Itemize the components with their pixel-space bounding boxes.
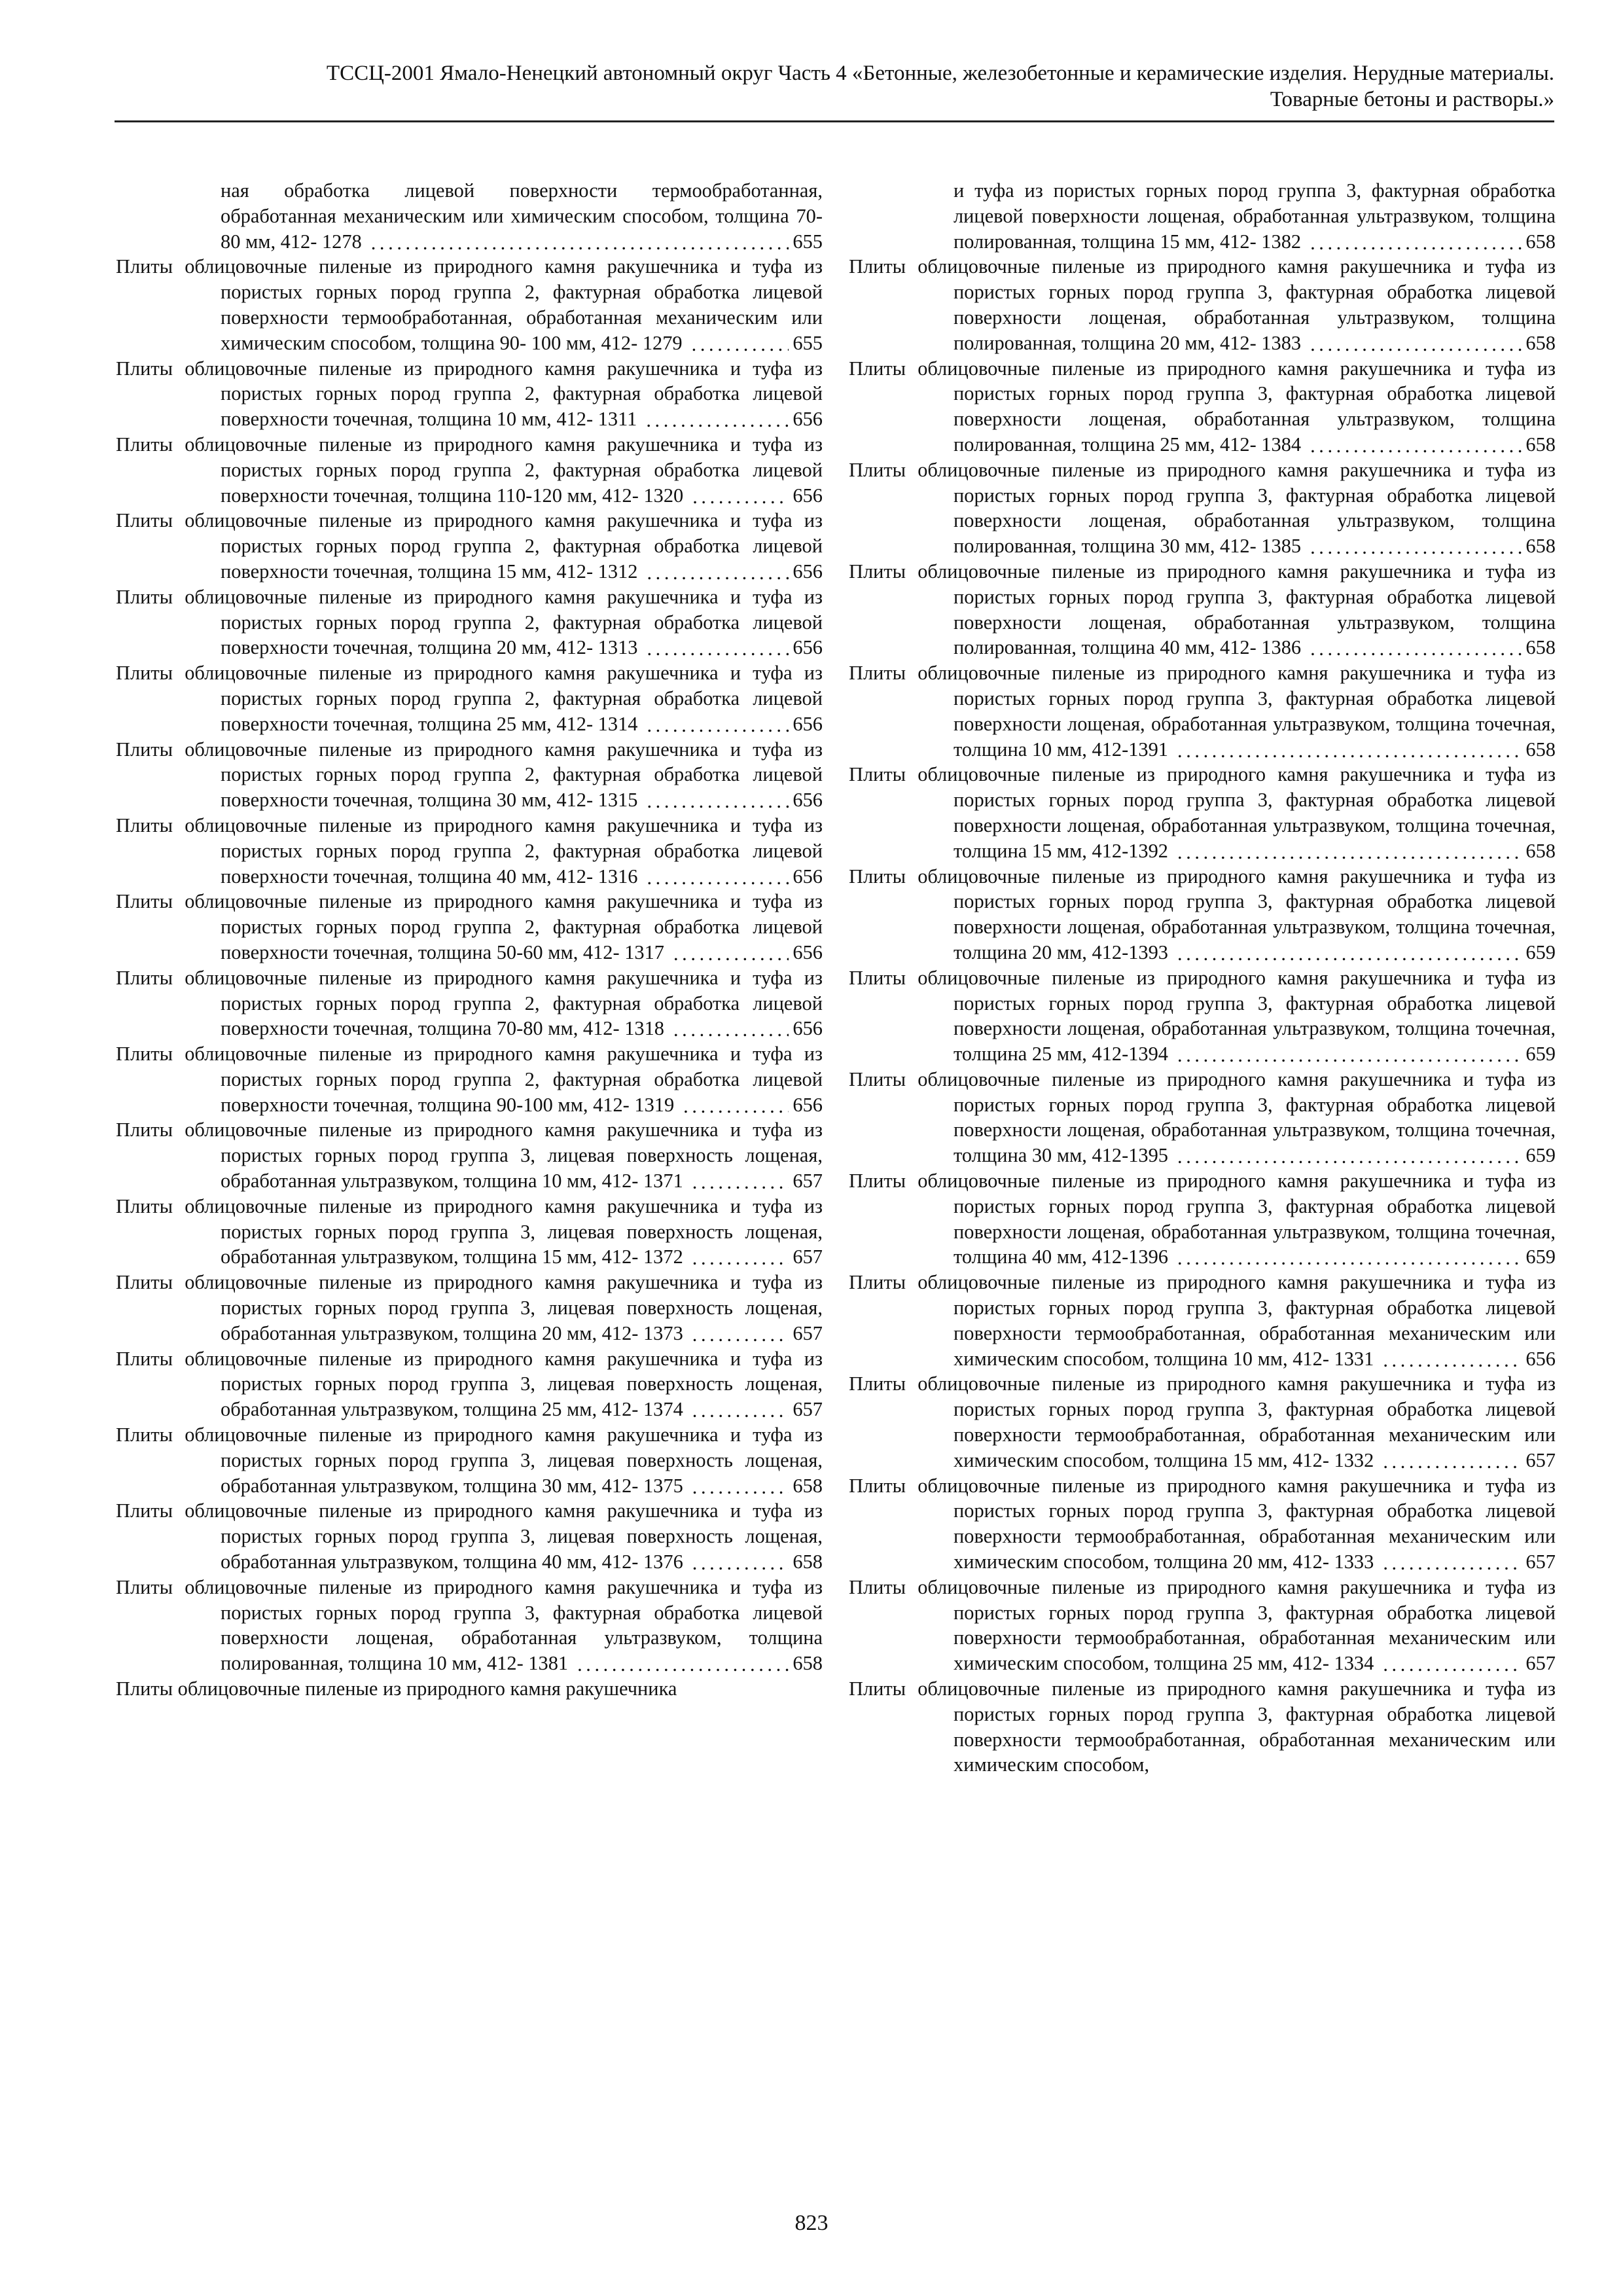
index-entry xyxy=(116,1346,823,1422)
index-entry-text: Плиты облицовочные пиленые из природного камня ракушечника и туфа из пористых горных пород группа 2, фактурная обработка лицевой поверхности точечная, толщина 110-120 мм, 412- 1320 xyxy=(116,433,823,507)
index-column-left xyxy=(116,178,823,1702)
index-entry-page-ref: 658 xyxy=(1522,838,1556,864)
index-entry-text: Плиты облицовочные пиленые из природного камня ракушечника и туфа из пористых горных пород группа 3, фактурная обработка лицевой поверхности лощеная, обработанная ультразвуком, толщина полированная, толщина 20 мм, 412- 1383 xyxy=(849,255,1556,354)
index-entry-page-ref: 658 xyxy=(1522,432,1556,457)
index-entry xyxy=(849,762,1556,863)
index-entry-text: ная обработка лицевой поверхности термообработанная, обработанная механическим или химическим способом, толщина 70- 80 мм, 412- 1278 xyxy=(221,179,823,253)
index-entry-page-ref: 656 xyxy=(789,787,823,813)
index-entry-page-ref: 656 xyxy=(789,1092,823,1118)
index-entry-page-ref: 659 xyxy=(1522,1244,1556,1270)
index-entry-text: Плиты облицовочные пиленые из природного камня ракушечника и туфа из пористых горных пород группа 3, фактурная обработка лицевой поверхности термообработанная, обработанная механическим или химическим способом, толщина 25 мм, 412- 1334 xyxy=(849,1575,1556,1675)
index-entry xyxy=(116,889,823,965)
index-entry xyxy=(849,1676,1556,1778)
index-entry xyxy=(116,1194,823,1270)
index-column-right xyxy=(849,178,1556,1778)
header-rule xyxy=(115,120,1554,122)
index-entry-text: Плиты облицовочные пиленые из природного камня ракушечника и туфа из пористых горных пород группа 3, фактурная обработка лицевой поверхности термообработанная, обработанная механическим или химическим способом, толщина 20 мм, 412- 1333 xyxy=(849,1474,1556,1573)
index-entry-page-ref: 656 xyxy=(789,711,823,737)
index-entry-page-ref: 657 xyxy=(1522,1549,1556,1575)
index-entry xyxy=(116,432,823,508)
index-entry xyxy=(116,1575,823,1676)
index-entry-page-ref: 657 xyxy=(1522,1651,1556,1676)
index-entry-text: Плиты облицовочные пиленые из природного камня ракушечника и туфа из пористых горных пород группа 2, фактурная обработка лицевой поверхности точечная, толщина 10 мм, 412- 1311 xyxy=(116,357,823,431)
index-entry-text: Плиты облицовочные пиленые из природного камня ракушечника и туфа из пористых горных пород группа 2, фактурная обработка лицевой поверхности точечная, толщина 20 мм, 412- 1313 xyxy=(116,585,823,659)
index-entry xyxy=(849,660,1556,762)
index-entry-page-ref: 655 xyxy=(789,229,823,255)
index-entry xyxy=(849,1371,1556,1473)
index-entry-text: Плиты облицовочные пиленые из природного камня ракушечника и туфа из пористых горных пород группа 3, лицевая поверхность лощеная, обработанная ультразвуком, толщина 30 мм, 412- 1375 xyxy=(116,1424,823,1497)
index-entry-page-ref: 658 xyxy=(789,1549,823,1575)
index-entry-page-ref: 656 xyxy=(789,635,823,660)
index-entry-text: Плиты облицовочные пиленые из природного камня ракушечника и туфа из пористых горных пород группа 2, фактурная обработка лицевой поверхности точечная, толщина 25 мм, 412- 1314 xyxy=(116,662,823,735)
index-entry-page-ref: 658 xyxy=(1522,533,1556,559)
index-entry xyxy=(849,864,1556,965)
index-entry-page-ref: 657 xyxy=(789,1244,823,1270)
index-entry xyxy=(849,1270,1556,1371)
index-entry-page-ref: 656 xyxy=(1522,1346,1556,1372)
index-entry xyxy=(116,1422,823,1498)
index-entry-text: Плиты облицовочные пиленые из природного камня ракушечника и туфа из пористых горных пород группа 3, лицевая поверхность лощеная, обработанная ультразвуком, толщина 25 мм, 412- 1374 xyxy=(116,1347,823,1421)
index-entry-text: Плиты облицовочные пиленые из природного камня ракушечника и туфа из пористых горных пород группа 2, фактурная обработка лицевой поверхности точечная, толщина 30 мм, 412- 1315 xyxy=(116,738,823,812)
index-entry xyxy=(849,254,1556,355)
index-entry xyxy=(849,1473,1556,1575)
index-entry xyxy=(116,1041,823,1117)
index-entry-page-ref: 658 xyxy=(1522,229,1556,255)
index-entry-page-ref: 656 xyxy=(789,864,823,889)
index-entry-page-ref: 658 xyxy=(1522,737,1556,762)
index-entry xyxy=(116,965,823,1041)
index-entry-text: Плиты облицовочные пиленые из природного камня ракушечника xyxy=(116,1677,681,1700)
index-entry-page-ref: 659 xyxy=(1522,940,1556,965)
index-entry xyxy=(849,559,1556,660)
index-entry-text: Плиты облицовочные пиленые из природного камня ракушечника и туфа из пористых горных пород группа 2, фактурная обработка лицевой поверхности точечная, толщина 15 мм, 412- 1312 xyxy=(116,509,823,583)
index-entry-text: Плиты облицовочные пиленые из природного камня ракушечника и туфа из пористых горных пород группа 3, фактурная обработка лицевой поверхности лощеная, обработанная ультразвуком, толщина точечная, толщина 25 мм, 412-1394 xyxy=(849,966,1556,1066)
index-entry-page-ref: 658 xyxy=(789,1473,823,1499)
index-entry-page-ref: 657 xyxy=(1522,1448,1556,1473)
index-entry-page-ref: 658 xyxy=(1522,635,1556,660)
index-entry-text: Плиты облицовочные пиленые из природного камня ракушечника и туфа из пористых горных пород группа 3, лицевая поверхность лощеная, обработанная ультразвуком, толщина 20 мм, 412- 1373 xyxy=(116,1271,823,1344)
index-entry-text: Плиты облицовочные пиленые из природного камня ракушечника и туфа из пористых горных пород группа 2, фактурная обработка лицевой поверхности точечная, толщина 70-80 мм, 412- 1318 xyxy=(116,966,823,1040)
index-entry-page-ref: 658 xyxy=(789,1651,823,1676)
index-entry xyxy=(116,1498,823,1574)
index-entry xyxy=(116,813,823,889)
index-entry-text: Плиты облицовочные пиленые из природного камня ракушечника и туфа из пористых горных пород группа 3, фактурная обработка лицевой поверхности лощеная, обработанная ультразвуком, толщина полированная, толщина 10 мм, 412- 1381 xyxy=(116,1575,823,1675)
index-entry-text: Плиты облицовочные пиленые из природного камня ракушечника и туфа из пористых горных пород группа 3, фактурная обработка лицевой поверхности лощеная, обработанная ультразвуком, толщина полированная, толщина 25 мм, 412- 1384 xyxy=(849,357,1556,456)
index-entry-text: Плиты облицовочные пиленые из природного камня ракушечника и туфа из пористых горных пород группа 3, фактурная обработка лицевой поверхности термообработанная, обработанная механическим или химическим способом, толщина 10 мм, 412- 1331 xyxy=(849,1271,1556,1370)
index-entry-text: Плиты облицовочные пиленые из природного камня ракушечника и туфа из пористых горных пород группа 3, фактурная обработка лицевой поверхности лощеная, обработанная ультразвуком, толщина полированная, толщина 40 мм, 412- 1386 xyxy=(849,560,1556,659)
index-entry xyxy=(849,965,1556,1067)
index-entry-text: Плиты облицовочные пиленые из природного камня ракушечника и туфа из пористых горных пород группа 3, лицевая поверхность лощеная, обработанная ультразвуком, толщина 15 мм, 412- 1372 xyxy=(116,1194,823,1268)
index-entry-text: Плиты облицовочные пиленые из природного камня ракушечника и туфа из пористых горных пород группа 3, лицевая поверхность лощеная, обработанная ультразвуком, толщина 10 мм, 412- 1371 xyxy=(116,1119,823,1193)
index-entry-page-ref: 658 xyxy=(1522,331,1556,356)
index-entry-page-ref: 659 xyxy=(1522,1143,1556,1168)
index-entry-text: Плиты облицовочные пиленые из природного камня ракушечника и туфа из пористых горных пород группа 2, фактурная обработка лицевой поверхности точечная, толщина 90-100 мм, 412- 1319 xyxy=(116,1043,823,1116)
index-entry-text: Плиты облицовочные пиленые из природного камня ракушечника и туфа из пористых горных пород группа 3, фактурная обработка лицевой поверхности лощеная, обработанная ультразвуком, толщина точечная, толщина 30 мм, 412-1395 xyxy=(849,1067,1556,1167)
index-entry-page-ref: 656 xyxy=(789,940,823,965)
index-entry-page-ref: 657 xyxy=(789,1321,823,1346)
index-entry-text: Плиты облицовочные пиленые из природного камня ракушечника и туфа из пористых горных пород группа 3, фактурная обработка лицевой поверхности лощеная, обработанная ультразвуком, толщина точечная, толщина 40 мм, 412-1396 xyxy=(849,1170,1556,1268)
index-entry xyxy=(116,1117,823,1193)
index-entry xyxy=(849,178,1556,254)
index-entry-page-ref: 657 xyxy=(789,1397,823,1422)
index-entry-page-ref: 656 xyxy=(789,1016,823,1041)
index-entry-page-ref: 656 xyxy=(789,483,823,509)
index-entry xyxy=(116,178,823,254)
index-entry-text: Плиты облицовочные пиленые из природного камня ракушечника и туфа из пористых горных пород группа 3, фактурная обработка лицевой поверхности лощеная, обработанная ультразвуком, толщина точечная, толщина 15 мм, 412-1392 xyxy=(849,763,1556,862)
index-entry-text: Плиты облицовочные пиленые из природного камня ракушечника и туфа из пористых горных пород группа 3, фактурная обработка лицевой поверхности лощеная, обработанная ультразвуком, толщина точечная, толщина 20 мм, 412-1393 xyxy=(849,865,1556,963)
index-entry xyxy=(116,508,823,584)
page-number: 823 xyxy=(794,2211,829,2235)
index-entry xyxy=(849,1067,1556,1168)
index-entry-text: Плиты облицовочные пиленые из природного камня ракушечника и туфа из пористых горных пород группа 3, фактурная обработка лицевой поверхности термообработанная, обработанная механическим или химическим способом, толщина 15 мм, 412- 1332 xyxy=(849,1372,1556,1471)
index-entry xyxy=(849,1168,1556,1270)
index-entry xyxy=(849,1575,1556,1676)
index-entry xyxy=(116,356,823,432)
index-entry-text: Плиты облицовочные пиленые из природного камня ракушечника и туфа из пористых горных пород группа 3, фактурная обработка лицевой поверхности лощеная, обработанная ультразвуком, толщина полированная, толщина 30 мм, 412- 1385 xyxy=(849,458,1556,558)
index-entry xyxy=(849,356,1556,457)
index-entry-page-ref: 655 xyxy=(789,331,823,356)
index-entry xyxy=(116,1676,823,1702)
running-header-line-2: Товарные бетоны и растворы.» xyxy=(1270,88,1554,111)
running-header-line-1: ТССЦ-2001 Ямало-Ненецкий автономный округ Часть 4 «Бетонные, железобетонные и керамические изделия. Нерудные материалы. xyxy=(326,62,1554,85)
index-entry-page-ref: 657 xyxy=(789,1168,823,1194)
index-entry-text: и туфа из пористых горных пород группа 3, фактурная обработка лицевой поверхности лощеная, обработанная ультразвуком, толщина полированная, толщина 15 мм, 412- 1382 xyxy=(954,179,1556,253)
index-entry-page-ref: 659 xyxy=(1522,1041,1556,1067)
index-entry-text: Плиты облицовочные пиленые из природного камня ракушечника и туфа из пористых горных пород группа 2, фактурная обработка лицевой поверхности термообработанная, обработанная механическим или химическим способом, толщина 90- 100 мм, 412- 1279 xyxy=(116,255,823,354)
index-entry xyxy=(116,737,823,813)
index-entry xyxy=(116,660,823,736)
index-entry-page-ref: 656 xyxy=(789,559,823,584)
index-entry xyxy=(116,1270,823,1346)
index-entry-text: Плиты облицовочные пиленые из природного камня ракушечника и туфа из пористых горных пород группа 3, лицевая поверхность лощеная, обработанная ультразвуком, толщина 40 мм, 412- 1376 xyxy=(116,1499,823,1573)
index-entry xyxy=(116,584,823,660)
index-entry-text: Плиты облицовочные пиленые из природного камня ракушечника и туфа из пористых горных пород группа 3, фактурная обработка лицевой поверхности лощеная, обработанная ультразвуком, толщина точечная, толщина 10 мм, 412-1391 xyxy=(849,662,1556,761)
index-entry xyxy=(849,457,1556,559)
index-entry xyxy=(116,254,823,355)
index-entry-page-ref: 656 xyxy=(789,406,823,432)
index-entry-text: Плиты облицовочные пиленые из природного камня ракушечника и туфа из пористых горных пород группа 2, фактурная обработка лицевой поверхности точечная, толщина 40 мм, 412- 1316 xyxy=(116,814,823,888)
index-entry-text: Плиты облицовочные пиленые из природного камня ракушечника и туфа из пористых горных пород группа 2, фактурная обработка лицевой поверхности точечная, толщина 50-60 мм, 412- 1317 xyxy=(116,890,823,963)
index-entry-text: Плиты облицовочные пиленые из природного камня ракушечника и туфа из пористых горных пород группа 3, фактурная обработка лицевой поверхности термообработанная, обработанная механическим или химическим способом, xyxy=(849,1677,1556,1776)
running-header xyxy=(115,60,1554,113)
